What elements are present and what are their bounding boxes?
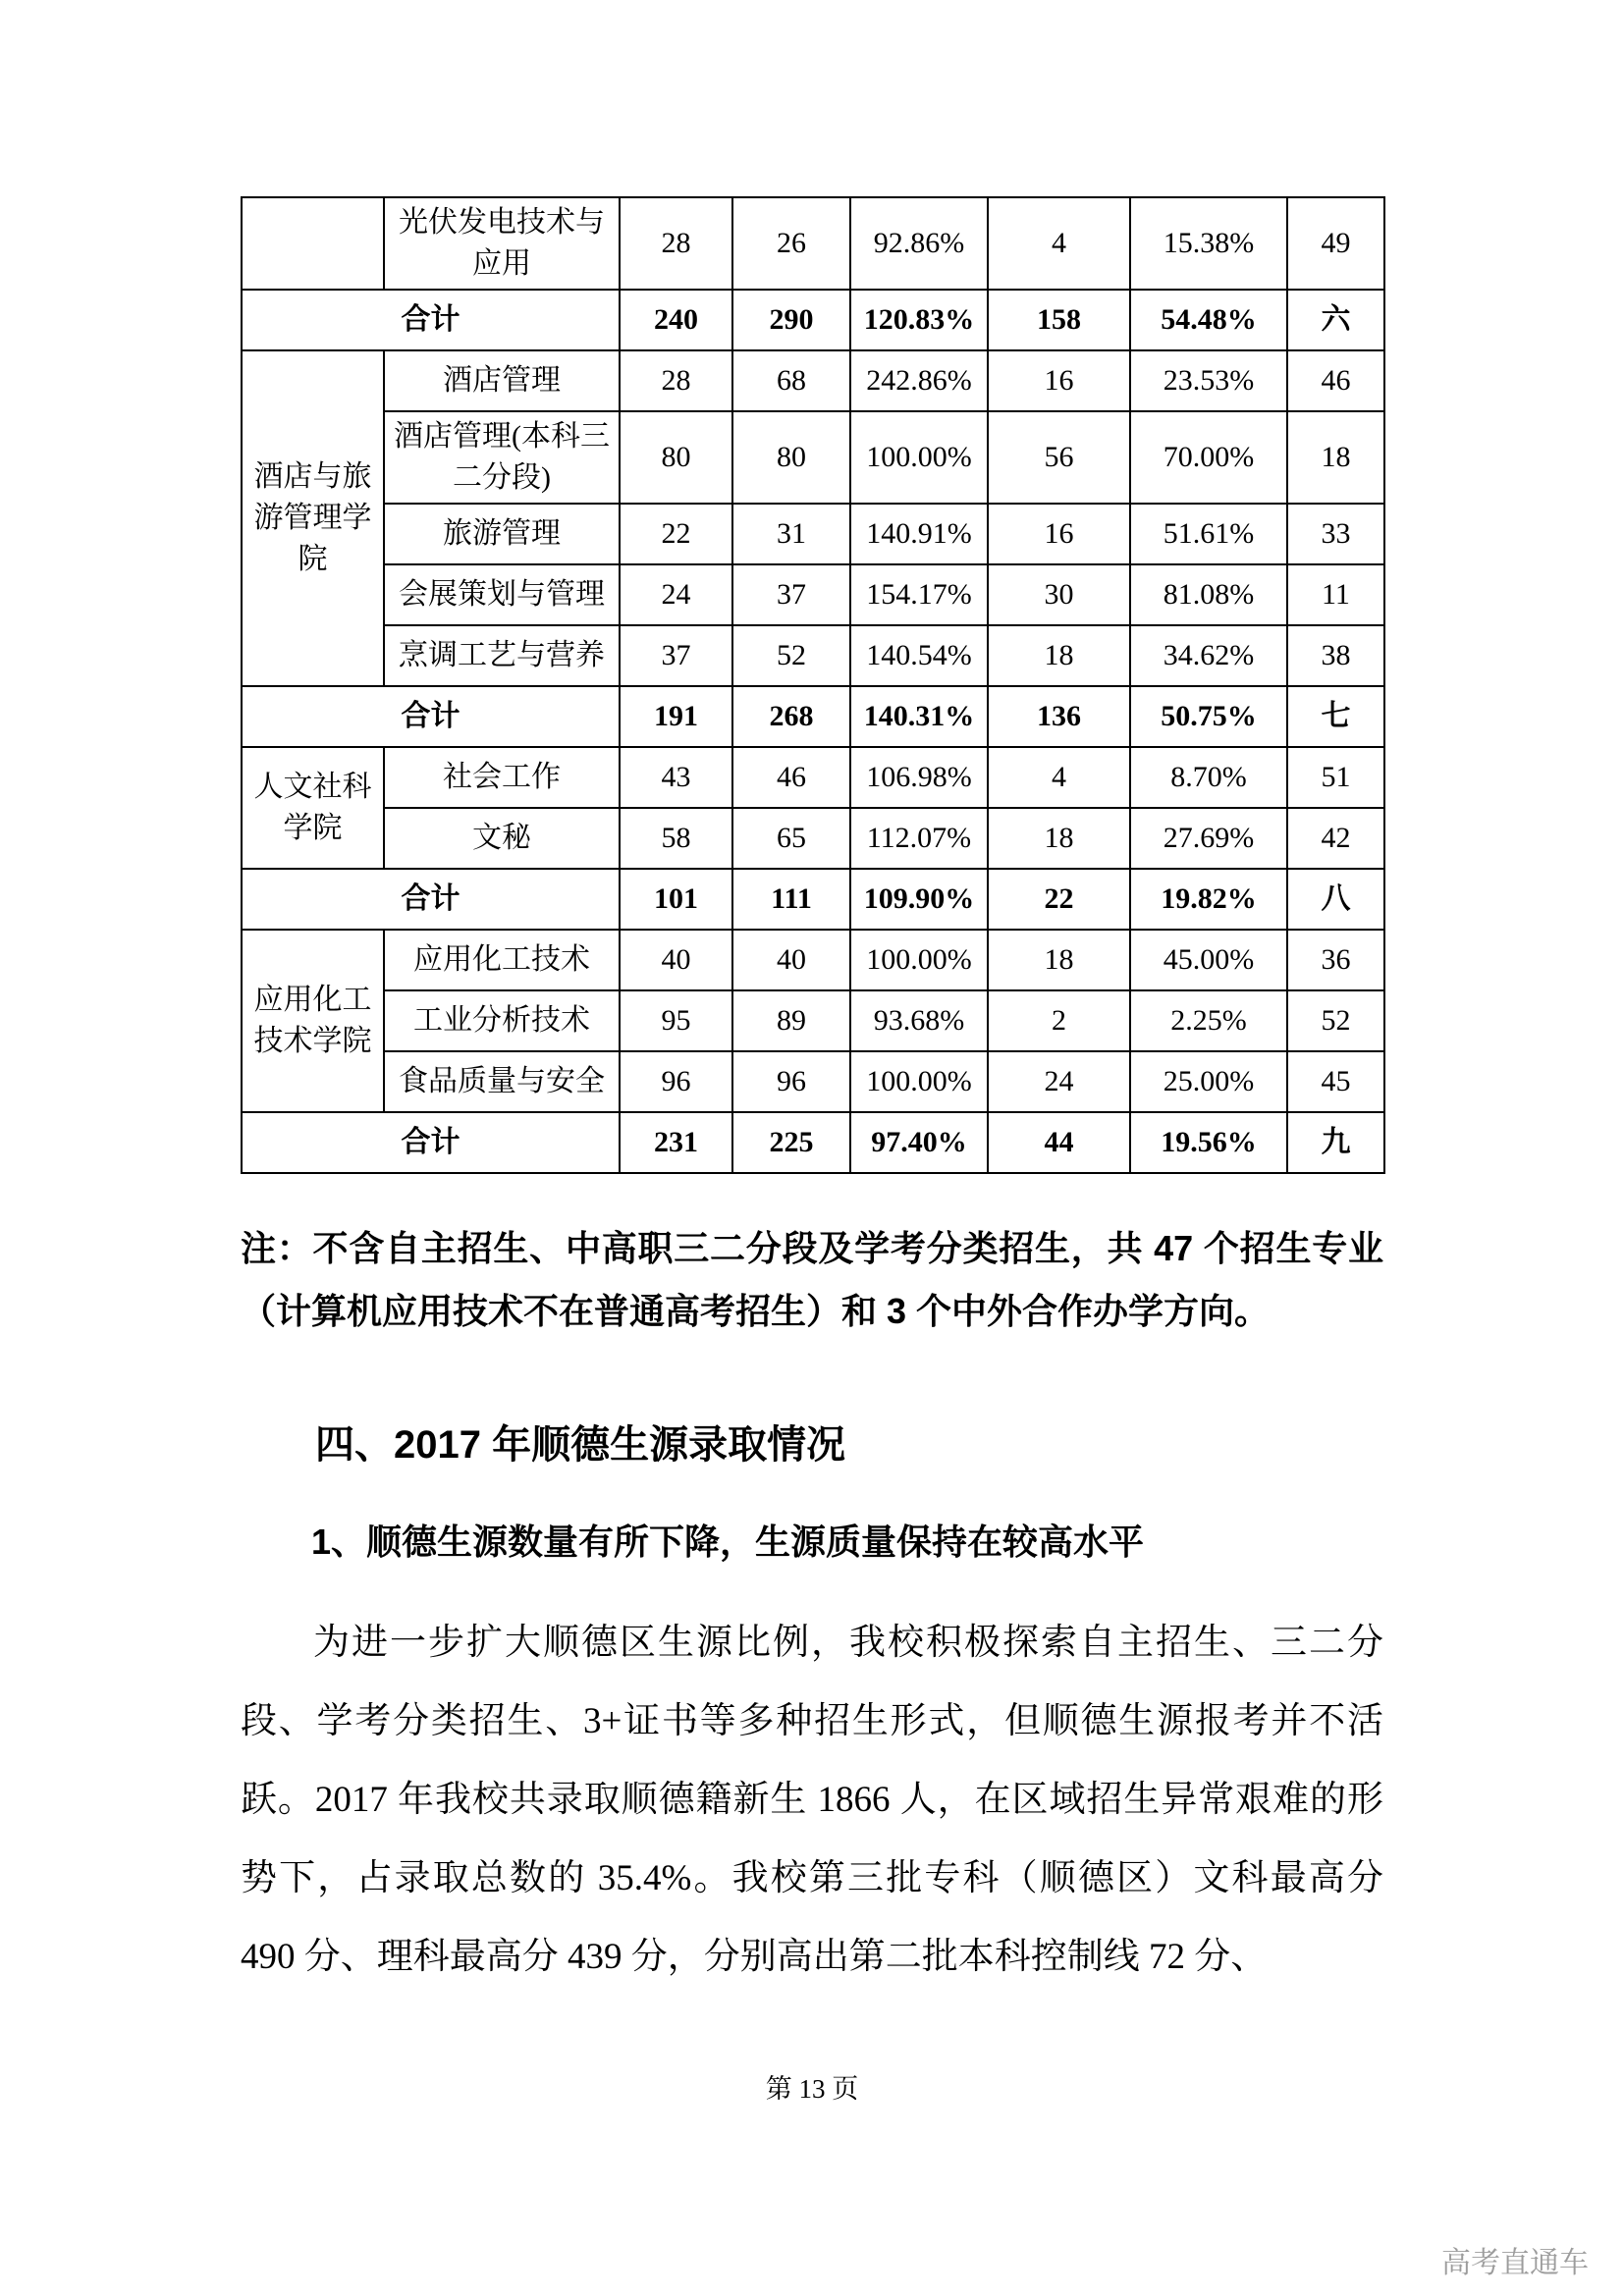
rank-cell: 38 (1287, 625, 1384, 686)
college-cell: 应用化工技术学院 (242, 930, 384, 1112)
college-cell (242, 197, 384, 290)
table-row (242, 990, 1384, 1051)
major-cell: 酒店管理(本科三二分段) (384, 411, 620, 504)
value-cell: 26 (732, 197, 850, 290)
rank-cell: 九 (1287, 1112, 1384, 1173)
rank-cell: 52 (1287, 990, 1384, 1051)
table-note: 注：不含自主招生、中高职三二分段及学考分类招生，共 47 个招生专业（计算机应用技术不在普通高考招生）和 3 个中外合作办学方向。 (241, 1228, 1383, 1331)
value-cell: 136 (988, 686, 1130, 747)
value-cell: 56 (988, 411, 1130, 504)
table-row (242, 1051, 1384, 1112)
value-cell: 68 (732, 350, 850, 411)
value-cell: 242.86% (850, 350, 988, 411)
rank-cell: 11 (1287, 564, 1384, 625)
major-cell: 光伏发电技术与应用 (384, 197, 620, 290)
value-cell: 18 (988, 930, 1130, 990)
value-cell: 28 (620, 197, 732, 290)
value-cell: 96 (620, 1051, 732, 1112)
value-cell: 51.61% (1130, 504, 1287, 564)
value-cell: 40 (620, 930, 732, 990)
major-cell: 文秘 (384, 808, 620, 869)
value-cell: 2.25% (1130, 990, 1287, 1051)
value-cell: 140.54% (850, 625, 988, 686)
value-cell: 240 (620, 290, 732, 350)
major-cell: 工业分析技术 (384, 990, 620, 1051)
value-cell: 4 (988, 747, 1130, 808)
total-label-cell: 合计 (242, 1112, 620, 1173)
value-cell: 46 (732, 747, 850, 808)
value-cell: 19.56% (1130, 1112, 1287, 1173)
rank-cell: 六 (1287, 290, 1384, 350)
value-cell: 22 (988, 869, 1130, 930)
total-row (242, 869, 1384, 930)
value-cell: 54.48% (1130, 290, 1287, 350)
value-cell: 24 (988, 1051, 1130, 1112)
rank-cell: 51 (1287, 747, 1384, 808)
value-cell: 27.69% (1130, 808, 1287, 869)
value-cell: 19.82% (1130, 869, 1287, 930)
major-cell: 酒店管理 (384, 350, 620, 411)
rank-cell: 45 (1287, 1051, 1384, 1112)
page-number: 第 13 页 (765, 2074, 859, 2104)
value-cell: 43 (620, 747, 732, 808)
value-cell: 37 (620, 625, 732, 686)
value-cell: 70.00% (1130, 411, 1287, 504)
value-cell: 31 (732, 504, 850, 564)
value-cell: 290 (732, 290, 850, 350)
body-paragraph: 为进一步扩大顺德区生源比例，我校积极探索自主招生、三二分段、学考分类招生、3+证书等多种招生形式，但顺德生源报考并不活跃。2017 年我校共录取顺德籍新生 1866 人，在区域招生异常艰难的形势下，占录取总数的 35.4%。我校第三批专科（顺德区）文科最高分 490 分、理科最高分 439 分，分别高出第二批本科控制线 72 分、 (241, 1623, 1383, 1977)
value-cell: 25.00% (1130, 1051, 1287, 1112)
value-cell: 58 (620, 808, 732, 869)
value-cell: 24 (620, 564, 732, 625)
value-cell: 106.98% (850, 747, 988, 808)
major-cell: 应用化工技术 (384, 930, 620, 990)
rank-cell: 42 (1287, 808, 1384, 869)
value-cell: 40 (732, 930, 850, 990)
total-label-cell: 合计 (242, 869, 620, 930)
table-row (242, 564, 1384, 625)
admissions-table (241, 196, 1385, 1174)
value-cell: 52 (732, 625, 850, 686)
major-cell: 食品质量与安全 (384, 1051, 620, 1112)
value-cell: 191 (620, 686, 732, 747)
value-cell: 45.00% (1130, 930, 1287, 990)
value-cell: 100.00% (850, 1051, 988, 1112)
value-cell: 100.00% (850, 411, 988, 504)
value-cell: 22 (620, 504, 732, 564)
table-row (242, 930, 1384, 990)
value-cell: 15.38% (1130, 197, 1287, 290)
value-cell: 44 (988, 1112, 1130, 1173)
value-cell: 120.83% (850, 290, 988, 350)
value-cell: 80 (732, 411, 850, 504)
total-row (242, 686, 1384, 747)
major-cell: 会展策划与管理 (384, 564, 620, 625)
value-cell: 16 (988, 504, 1130, 564)
value-cell: 225 (732, 1112, 850, 1173)
value-cell: 154.17% (850, 564, 988, 625)
section-heading: 四、2017 年顺德生源录取情况 (315, 1423, 846, 1467)
value-cell: 100.00% (850, 930, 988, 990)
value-cell: 2 (988, 990, 1130, 1051)
subsection-heading: 1、顺德生源数量有所下降，生源质量保持在较高水平 (311, 1522, 1145, 1562)
value-cell: 23.53% (1130, 350, 1287, 411)
rank-cell: 七 (1287, 686, 1384, 747)
rank-cell: 八 (1287, 869, 1384, 930)
value-cell: 65 (732, 808, 850, 869)
page-content (241, 196, 1383, 1997)
value-cell: 92.86% (850, 197, 988, 290)
table-row (242, 808, 1384, 869)
value-cell: 93.68% (850, 990, 988, 1051)
value-cell: 140.31% (850, 686, 988, 747)
value-cell: 97.40% (850, 1112, 988, 1173)
value-cell: 231 (620, 1112, 732, 1173)
major-cell: 烹调工艺与营养 (384, 625, 620, 686)
value-cell: 34.62% (1130, 625, 1287, 686)
total-label-cell: 合计 (242, 686, 620, 747)
college-cell: 人文社科学院 (242, 747, 384, 869)
value-cell: 30 (988, 564, 1130, 625)
value-cell: 140.91% (850, 504, 988, 564)
college-cell: 酒店与旅游管理学院 (242, 350, 384, 686)
value-cell: 80 (620, 411, 732, 504)
table-row (242, 411, 1384, 504)
value-cell: 268 (732, 686, 850, 747)
value-cell: 112.07% (850, 808, 988, 869)
table-row (242, 504, 1384, 564)
watermark: 高考直通车 (1441, 2247, 1589, 2279)
value-cell: 18 (988, 808, 1130, 869)
value-cell: 95 (620, 990, 732, 1051)
rank-cell: 18 (1287, 411, 1384, 504)
total-row (242, 1112, 1384, 1173)
value-cell: 18 (988, 625, 1130, 686)
value-cell: 111 (732, 869, 850, 930)
total-row (242, 290, 1384, 350)
rank-cell: 36 (1287, 930, 1384, 990)
value-cell: 96 (732, 1051, 850, 1112)
table-row (242, 747, 1384, 808)
value-cell: 28 (620, 350, 732, 411)
total-label-cell: 合计 (242, 290, 620, 350)
value-cell: 81.08% (1130, 564, 1287, 625)
value-cell: 89 (732, 990, 850, 1051)
value-cell: 101 (620, 869, 732, 930)
table-row (242, 197, 1384, 290)
value-cell: 4 (988, 197, 1130, 290)
value-cell: 158 (988, 290, 1130, 350)
major-cell: 旅游管理 (384, 504, 620, 564)
major-cell: 社会工作 (384, 747, 620, 808)
rank-cell: 33 (1287, 504, 1384, 564)
table-row (242, 350, 1384, 411)
value-cell: 8.70% (1130, 747, 1287, 808)
rank-cell: 49 (1287, 197, 1384, 290)
table-row (242, 625, 1384, 686)
value-cell: 37 (732, 564, 850, 625)
value-cell: 50.75% (1130, 686, 1287, 747)
value-cell: 16 (988, 350, 1130, 411)
rank-cell: 46 (1287, 350, 1384, 411)
value-cell: 109.90% (850, 869, 988, 930)
